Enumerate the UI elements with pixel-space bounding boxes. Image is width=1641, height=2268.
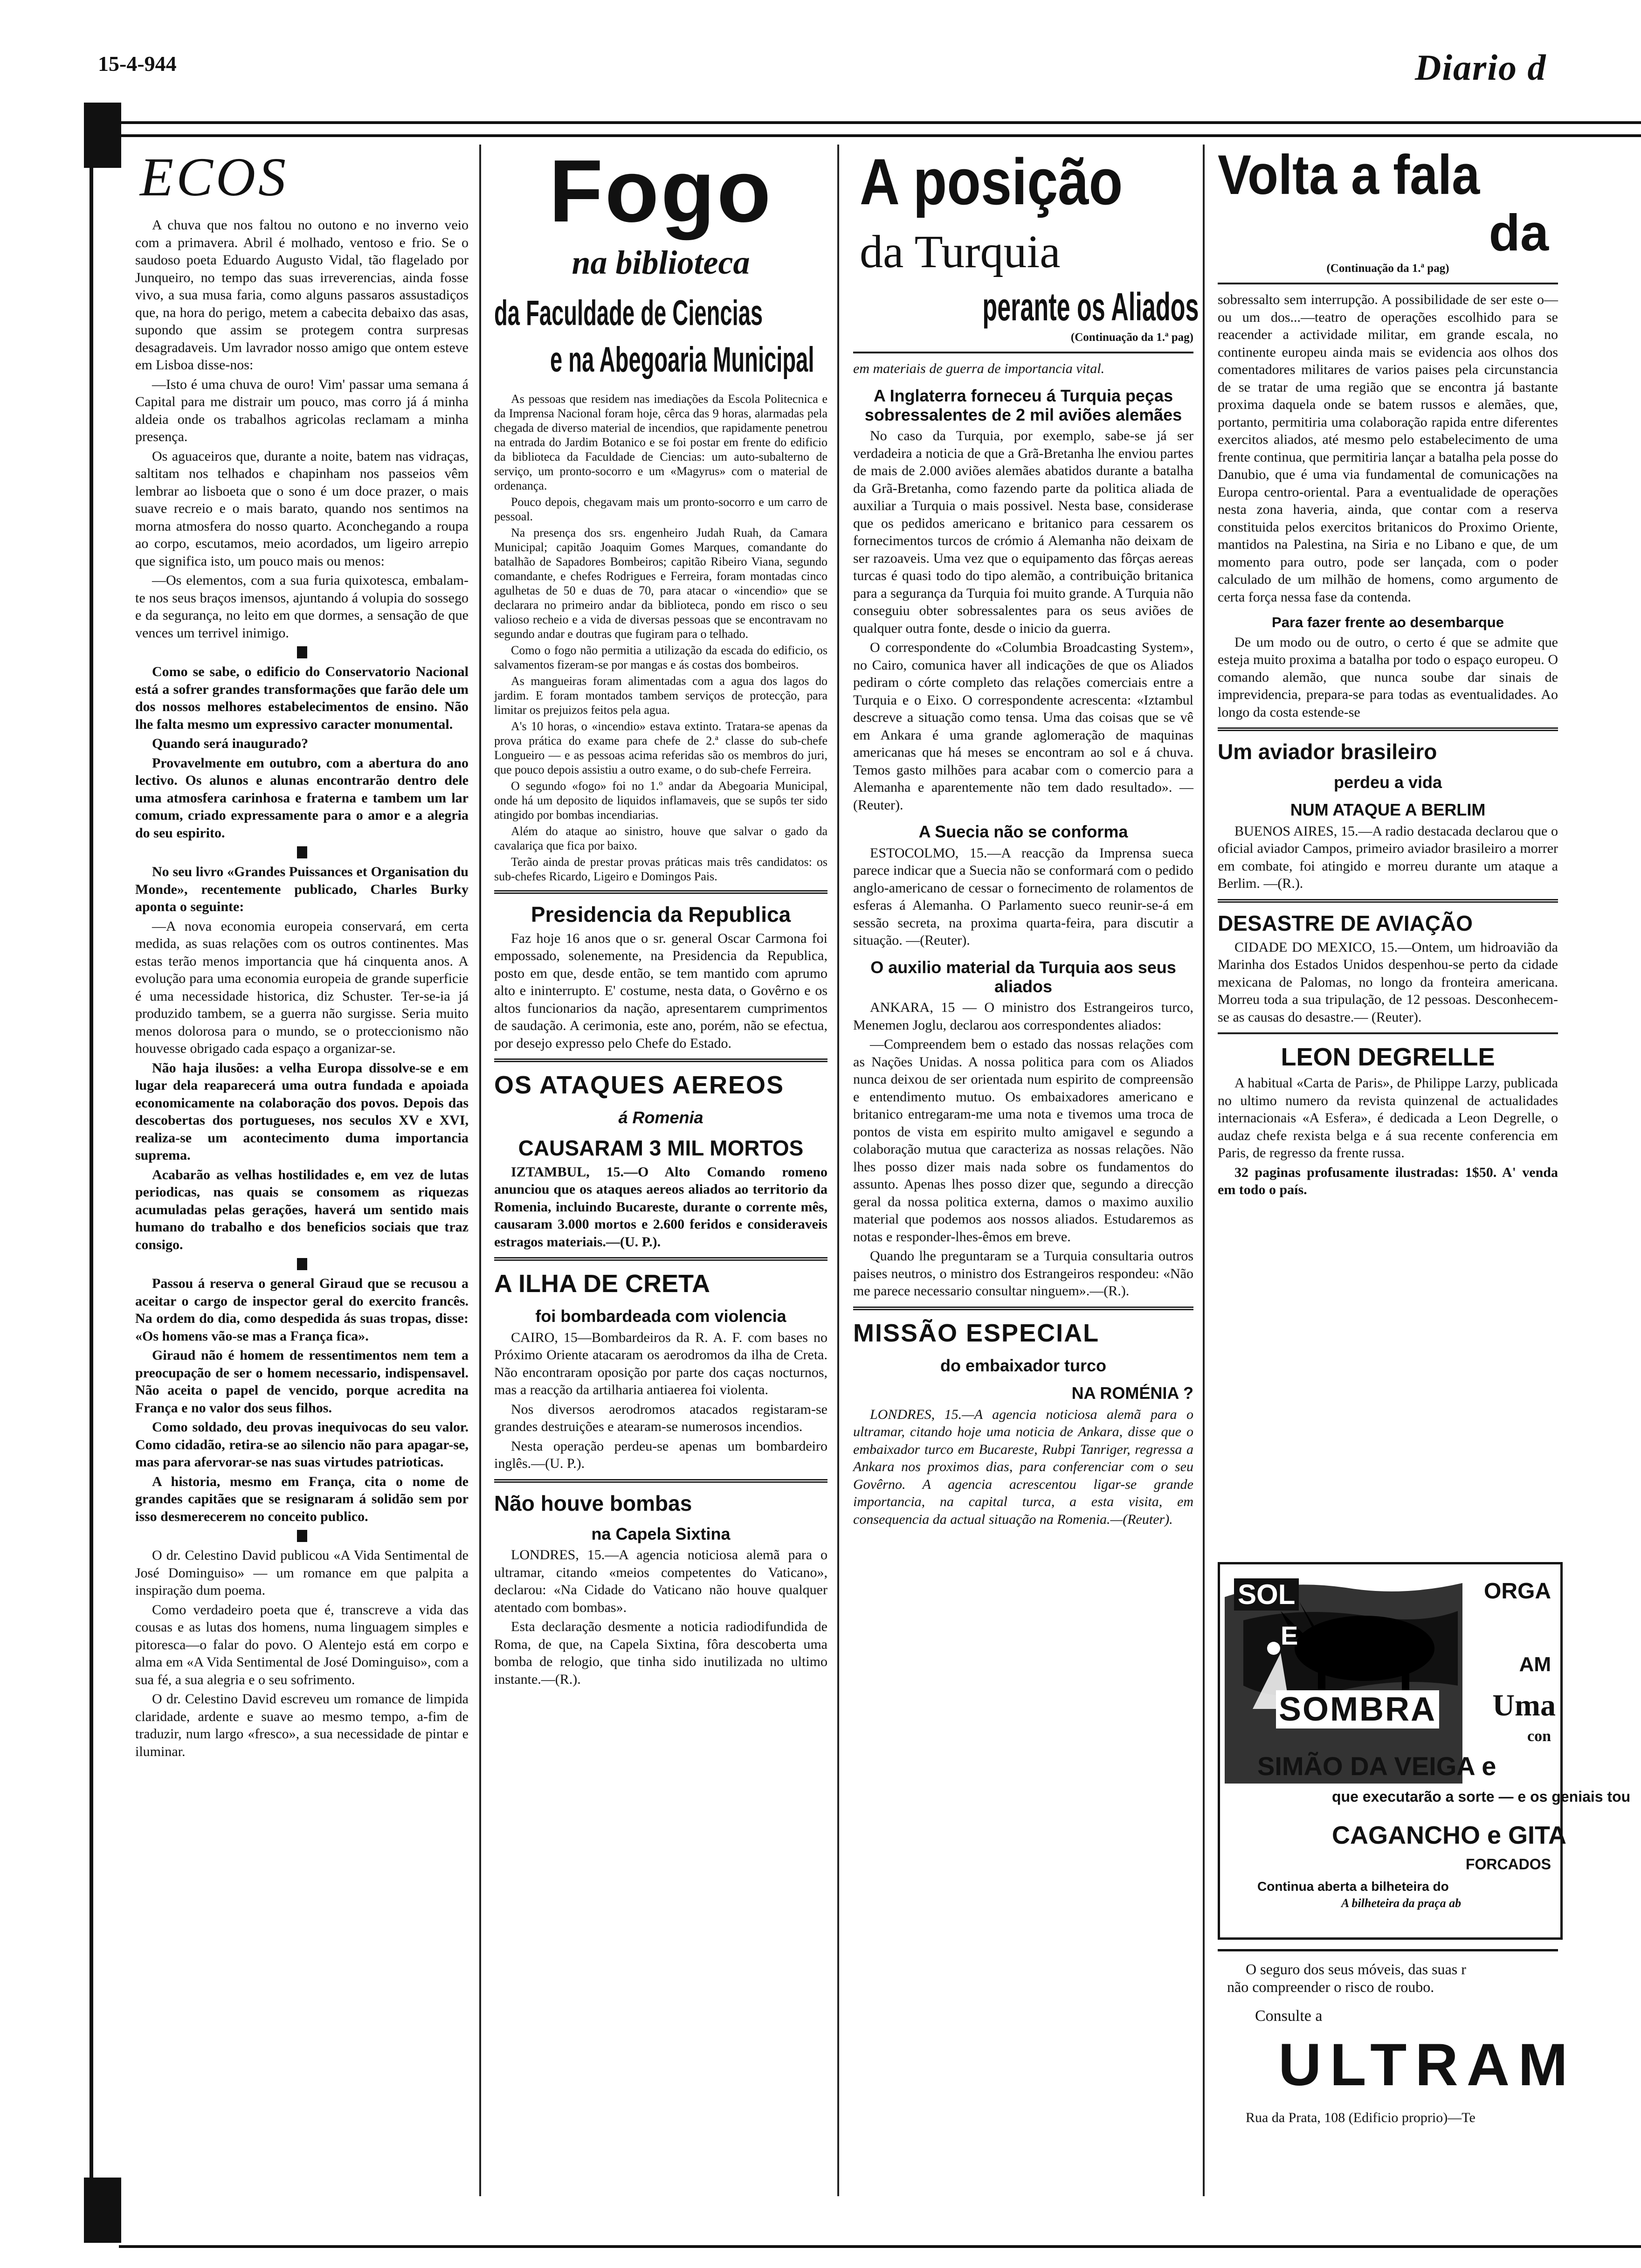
turquia-sub-2: A Suecia não se conforma — [918, 822, 1128, 842]
paragraph: O dr. Celestino David escreveu um romance de limpida claridade, ardente e suave ao mesmo tempo, a-fim de traduzir, num largo «fresco», a sua necessidade de pintar e iluminar. — [135, 1691, 469, 1759]
ad-sombra: SOMBRA — [1276, 1690, 1439, 1729]
fogo-subheadline: na biblioteca — [572, 244, 750, 281]
aviador-sub-1: perdeu a vida — [1333, 773, 1442, 792]
turquia-intro: em materiais de guerra de importancia vital. — [853, 361, 1105, 376]
paragraph: Terão ainda de prestar provas práticas mais três candidatos: os sub-chefes Ricardo, Ligeiro e Domingos Pais. — [494, 855, 827, 883]
ad-am: AM — [1519, 1653, 1551, 1676]
paragraph: Como o fogo não permitia a utilização da escada do edificio, os salvamentos fizeram-se por mangas e ás costas dos bombeiros. — [494, 643, 827, 671]
creta-sub: foi bombardeada com violencia — [535, 1307, 786, 1326]
section-separator — [297, 646, 307, 658]
ad-line-2: não compreender o risco de roubo. — [1227, 1978, 1434, 1995]
presidencia-text: Faz hoje 16 anos que o sr. general Oscar Carmona foi empossado, solenemente, na Presidencia da Republica, posto em que, desde então, se tem mantido com aprumo alto e ininterrupto. E' costume, nesta data, o Govêrno e os altos funcionarios da nação, apresentarem cumprimentos de saudação. A cerimonia, este ano, porém, não se efectua, por desejo expresso pelo Chefe do Estado. — [494, 930, 827, 1051]
divider — [494, 1479, 827, 1483]
fogo-line-2: e na Abegoaria Municipal — [550, 340, 814, 380]
paragraph: Pouco depois, chegavam mais um pronto-socorro e um carro de pessoal. — [494, 495, 827, 523]
ad-una: Uma — [1492, 1688, 1556, 1722]
paragraph: Quando lhe preguntaram se a Turquia consultaria outros paises neutros, o ministro dos Estrangeiros respondeu: «Não me parece necessario consultar ninguem».—(R.). — [853, 1248, 1193, 1299]
volta-column — [1218, 145, 1558, 1201]
volta-line-2: da — [1489, 204, 1549, 262]
paragraph: O dr. Celestino David publicou «A Vida Sentimental de José Dominguiso» — um romance em que palpita a inspiração dum poema. — [135, 1548, 469, 1598]
sixtina-body — [494, 1546, 827, 1688]
ecos-column — [135, 145, 469, 1762]
ad-exec: que executarão a sorte — e os geniais tou — [1332, 1788, 1631, 1805]
paragraph: Provavelmente em outubro, com a abertura do ano lectivo. Os alunos e alunas encontrarão dentro dele uma atmosfera carinhosa e fraterna e tambem um lar comum, criado expressamente para o amor e a alegria do seu espirito. — [135, 755, 469, 841]
divider — [853, 352, 1193, 353]
ecos-body — [135, 216, 469, 1760]
paragraph: A's 10 horas, o «incendio» estava extinto. Tratara-se apenas da prova prática do exame para chefe de 2.ª classe do sub-chefe Longueiro — e as pessoas acima referidas são os membros do juri, que pouco depois assistiu a outro exame, o do sub-chefe Ferreira. — [494, 719, 827, 776]
divider — [1218, 283, 1558, 284]
ad-con: con — [1527, 1728, 1551, 1745]
turquia-body-1 — [853, 427, 1193, 814]
paragraph: Nos diversos aerodromos atacados registaram-se grandes destruições e atearam-se numerosos incendios. — [494, 1401, 827, 1435]
ataques-sub-1: á Romenia — [618, 1108, 703, 1127]
paragraph: —Compreendem bem o estado das nossas relações com as Nações Unidas. A nossa politica para com os Aliados nunca deixou de ser orientada num espirito de compreensão e entendimento mutuo. Os embaixadores americano e britanico entregaram-me uma nota e tivemos uma troca de pontos de vista em espirito multo amigavel e segundo a colaboração mutua que caracteriza as nossas relações. Não lhes posso dizer mais nada sobre os fundamentos do assunto. Apenas lhes posso dizer que, segundo a direcção geral da nossa politica externa, damos o maximo auxilio material que podemos aos nossos aliados. Estudaremos as notas e responder-lhes-êmos em breve. — [853, 1037, 1193, 1245]
paragraph: —Os elementos, com a sua furia quixotesca, embalam-te nos seus braços imensos, ajuntando á volupia do sossego e da segurança, no leito em que dormes, a sensação de que vences um terrivel inimigo. — [135, 573, 469, 641]
paragraph: Como soldado, deu provas inequivocas do seu valor. Como cidadão, retira-se ao silencio não para apagar-se, mas para afervorar-se nas suas virtudes patrioticas. — [135, 1419, 469, 1470]
ad-line-1: O seguro dos seus móveis, das suas r — [1246, 1961, 1466, 1978]
paragraph: Nesta operação perdeu-se apenas um bombardeiro inglês.—(U. P.). — [494, 1438, 827, 1472]
volta-headline: Volta a fala — [1218, 144, 1480, 206]
ataques-sub-2: CAUSARAM 3 MIL MORTOS — [518, 1135, 804, 1160]
turquia-body-3 — [853, 999, 1193, 1300]
turquia-headline: A posição — [860, 145, 1123, 218]
column-rule — [479, 145, 481, 2196]
paragraph: CAIRO, 15—Bombardeiros da R. A. F. com bases no Próximo Oriente atacaram os aerodromos da ilha de Creta. Não encontraram oposição por parte dos caças nocturnos, mas a reacção da artilharia antiaerea foi violenta. — [494, 1329, 827, 1398]
ad-sol: SOL — [1234, 1578, 1299, 1611]
bullfight-advertisement — [1218, 1562, 1631, 1940]
turquia-line-3: perante os Aliados — [982, 285, 1199, 329]
paragraph: Não haja ilusões: a velha Europa dissolve-se e em lugar dela reaparecerá uma outra fundada e apoiada economicamente na colaboração dos povos. Depois das descobertas dos portugueses, nos seculos XV e XVI, realiza-se um acontecimento duma importancia suprema. — [135, 1060, 469, 1163]
degrelle-headline: LEON DEGRELLE — [1281, 1043, 1495, 1072]
paragraph: A historia, mesmo em França, cita o nome de grandes capitães que se resignaram á solidão sem por isso desmerecerem no conceito publico. — [135, 1473, 469, 1524]
fogo-body — [494, 392, 827, 884]
fogo-line-1: da Faculdade de Ciencias — [494, 293, 763, 333]
divider — [1218, 727, 1558, 731]
degrelle-price: 32 paginas profusamente ilustradas: 1$50. A' venda em todo o país. — [1218, 1164, 1558, 1198]
paragraph: ANKARA, 15 — O ministro dos Estrangeiros turco, Menemen Joglu, declarou aos correspondentes aliados: — [853, 1000, 1193, 1033]
volta-body-1: sobressalto sem interrupção. A possibilidade de ser este o—ou um dos...—teatro de operações escolhido para se reacender a actividade militar, em grande escala, no continente europeu ainda mais se evidencia aos olhos dos comentadores militares de varios paises pela circunstancia de se tratar de uma região que se encontra já bastante proxima daquela onde se batem russos e alemães, que, portanto, permitiria uma colaboração rapida entre diferentes exercitos aliados, até mesmo pelo estabelecimento de uma frente continua, que permitiria lançar a batalha pela posse do Danubio, que é uma via fundamental de comunicações na Europa centro-oriental. Para a eventualidade de operações nesta zona haveria, ainda, que contar com a reserva constituida pelos exercitos britanicos do Proximo Oriente, mantidos na Palestina, na Siria e no Libano e que, de um momento para outro, pode ser lançada, com o poder calculado de um milhão de homens, como argumento de certa força nessa fase da contenda. — [1218, 292, 1558, 605]
paragraph: LONDRES, 15.—A agencia noticiosa alemã para o ultramar, citando «meios competentes do Vaticano», declarou: «Na Cidade do Vaticano não houve qualquer atentado com bombas». — [494, 1547, 827, 1615]
paragraph: As mangueiras foram alimentadas com a agua dos lagos do jardim. E foram montados tambem serviços de protecção, para limitar os prejuizos feitos pela agua. — [494, 674, 827, 717]
ad-simao: SIMÃO DA VEIGA e — [1257, 1751, 1496, 1781]
ataques-text: IZTAMBUL, 15.—O Alto Comando romeno anunciou que os ataques aereos aliados ao territorio da Romenia, incluindo Bucareste, durante o corrente mês, causaram 3.000 mortos e 2.600 feridos e consideraveis estragos materiais.—(U. P.). — [494, 1164, 827, 1250]
turquia-column — [853, 145, 1199, 1530]
ad-forcados: FORCADOS — [1465, 1856, 1551, 1873]
section-separator — [297, 1530, 307, 1542]
paragraph: A chuva que nos faltou no outono e no inverno veio com a primavera. Abril é molhado, ventoso e frio. Se o saudoso poeta Eduardo Augusto Vidal, tão flagelado por Junqueiro, no tempo das suas irreverencias, ainda fosse vivo, a sua musa faria, como alguns passaros assustadiços que, na hora do perigo, metem a cabecita debaixo das asas, supondo que assim se protegem contra surpresas desagradaveis. Um lavrador nosso amigo que ontem esteve em Lisboa disse-nos: — [135, 217, 469, 373]
bottom-rule — [119, 2245, 1641, 2248]
creta-headline: A ILHA DE CRETA — [494, 1270, 710, 1298]
presidencia-headline: Presidencia da Republica — [531, 902, 791, 927]
divider — [494, 890, 827, 894]
ad-cagancho: CAGANCHO e GITA — [1332, 1821, 1567, 1849]
paragraph: Como se sabe, o edificio do Conservatorio Nacional está a sofrer grandes transformações que farão dele um dos nossos melhores estabelecimentos de ensino. Não lhe falta mesmo um expressivo caracter monumental. — [135, 664, 469, 732]
degrelle-text: A habitual «Carta de Paris», de Philippe Larzy, publicada no ultimo numero da revista quinzenal de actualidades internacionais «A Esfera», é dedicada a Leon Degrelle, o audaz chefe rexista belga e á sua recente conferencia em Paris, de regresso da frente russa. — [1218, 1075, 1558, 1161]
paragraph: —Isto é uma chuva de ouro! Vim' passar uma semana á Capital para me distrair um pouco, mas corro já á minha aldeia onde os trabalhos agricolas reclamam a minha presença. — [135, 376, 469, 444]
aviador-headline: Um aviador brasileiro — [1218, 740, 1437, 764]
divider — [494, 1058, 827, 1062]
turquia-body-2: ESTOCOLMO, 15.—A reacção da Imprensa sueca parece indicar que a Suecia não se conformará com o pedido anglo-americano de cessar o fornecimento de rolamentos de esferas á Alemanha. O Parlamento sueco reunir-se-á em sessão secreta, na proxima quarta-feira, para discutir a situação. —(Reuter). — [853, 845, 1193, 948]
ad-e: E — [1281, 1621, 1298, 1650]
missao-text: LONDRES, 15.—A agencia noticiosa alemã para o ultramar, citando hoje uma noticia de Ankara, disse que o embaixador turco em Bucareste, Rubpi Tanriger, regressa a Ankara nos proximos dias, para conferenciar com o seu Govêrno. A agencia acrescentou ligar-se grande importancia, na capital turca, a esta visita, em consequencia da actual situação na Romenia.—(Reuter). — [853, 1406, 1193, 1527]
paragraph: As pessoas que residem nas imediações da Escola Politecnica e da Imprensa Nacional foram hoje, cêrca das 9 horas, alarmadas pela chegada de diverso material de incendios, que rapidamente penetrou na entrada do Jardim Botanico e se foi postar em frente do edificio da biblioteca da Faculdade de Ciencias: um auto-subalterno de serviço, um pronto-socorro e um «Magyrus» com o material de ordenança. — [494, 392, 827, 492]
paragraph: No seu livro «Grandes Puissances et Organisation du Monde», recentemente publicado, Charles Burky aponta o seguinte: — [135, 864, 469, 914]
paragraph: No caso da Turquia, por exemplo, sabe-se já ser verdadeira a noticia de que a Grã-Bretanha lhe enviou partes de mais de 2.000 aviões alemães abatidos durante a batalha da Grã-Bretanha, como fazendo parte da politica aliada de auxiliar a Turquia o mais possivel. Nesta base, considerase que os pedidos americano e britanico para cessarem os fornecimentos turcos de crómio á Alemanha não deixam de ser razoaveis. Uma vez que o equipamento das fôrças aereas turcas é quasi todo do tipo alemão, a contribuição britanica para a segurança da Turquia foi muito grande. A Turquia não conseguiu obter sobressalentes para os seus aviões de qualquer outra fonte, desde o inicio da guerra. — [853, 428, 1193, 636]
paragraph: Acabarão as velhas hostilidades e, em vez de lutas periodicas, nas quais se consomem as riquezas acumuladas pelas gerações, haverá um sentido mais humano do trabalho e dos beneficios sociais que traz consigo. — [135, 1167, 469, 1252]
page-date: 15-4-944 — [98, 52, 177, 76]
divider — [1218, 899, 1558, 903]
paragraph: Giraud não é homem de ressentimentos nem tem a preocupação de ser o homem necessario, indispensavel. Não aceita o papel de vencido, porque acredita na França e no valor dos seus filhos. — [135, 1348, 469, 1416]
ad-bilheteira: A bilheteira da praça ab — [1341, 1896, 1462, 1910]
ad-brand: ULTRAM — [1278, 2032, 1576, 2098]
desastre-headline: DESASTRE DE AVIAÇÃO — [1218, 911, 1473, 935]
volta-body-2: De um modo ou de outro, o certo é que se admite que esteja muito proxima a batalha por todo o espaço europeu. O comando alemão, que nunca soube dar sinais de imprevidencia, prepara-se para todas as eventualidades. Ao longo da costa estende-se — [1218, 634, 1558, 720]
paragraph: —A nova economia europeia conservará, em certa medida, as suas relações com os outros continentes. Mas estas terão menos importancia que há cinquenta anos. A evolução para uma economia europeia de grande superficie é uma necessidade historica, diz Schuster. Ter-se-ia já produzido tambem, se a guerra não surgisse. Seria muito menos dolorosa para o mundo, se o proteccionismo não houvesse obrigado cada espaço a organizar-se. — [135, 918, 469, 1056]
ad-continua: Continua aberta a bilheteira do — [1257, 1879, 1449, 1894]
sixtina-headline: Não houve bombas — [494, 1491, 692, 1515]
paragraph: Os aguaceiros que, durante a noite, batem nas vidraças, saltitam nos telhados e chapinham nos passeios vêm lembrar ao lisboeta que o sono é um doce prazer, o mais suave recreio e o mais barato, quando nos sentimos na morna atmosfera do nosso quarto. Aconchegando a roupa ao corpo, escutamos, meio acordados, um ligeiro arrepio que significa isto, um pouco mais ou menos: — [135, 448, 469, 569]
continuation-note: (Continuação da 1.ª pag) — [1326, 262, 1449, 275]
missao-sub-2: NA ROMÉNIA ? — [1071, 1383, 1193, 1403]
section-separator — [297, 1258, 307, 1270]
left-margin-bar — [84, 103, 121, 2243]
section-separator — [297, 846, 307, 858]
paragraph: Quando será inaugurado? — [152, 736, 309, 751]
ad-consulte: Consulte a — [1255, 2007, 1323, 2025]
column-rule — [1203, 145, 1205, 2196]
paragraph: Passou á reserva o general Giraud que se recusou a aceitar o cargo de inspector geral do exercito francês. Na ordem do dia, como despedida ás suas tropas, disse: «Os homens vão-se mas a França fica». — [135, 1276, 469, 1344]
ad-org: ORGA — [1484, 1579, 1551, 1604]
continuation-note: (Continuação da 1.ª pag) — [1070, 331, 1193, 344]
fogo-column — [494, 142, 827, 1690]
divider — [853, 1307, 1193, 1310]
column-rule — [837, 145, 839, 2196]
missao-sub-1: do embaixador turco — [940, 1356, 1107, 1376]
ecos-title: ECOS — [140, 146, 289, 207]
aviador-sub-2: NUM ATAQUE A BERLIM — [1290, 800, 1486, 820]
paragraph: Como verdadeiro poeta que é, transcreve a vida das cousas e as lutas dos homens, numa linguagem simples e pitoresca—o falar do povo. O Alentejo está em corpo e alma em «A Vida Sentimental de José Dominguiso», com a sua fé, a sua alegria e o seu sofrimento. — [135, 1602, 469, 1687]
turquia-sub-3: O auxilio material da Turquia aos seus aliados — [870, 957, 1176, 996]
turquia-sub-1: A Inglaterra forneceu á Turquia peças sobressalentes de 2 mil aviões alemães — [864, 386, 1182, 424]
aviador-text: BUENOS AIRES, 15.—A radio destacada declarou que o oficial aviador Campos, primeiro aviador brasileiro a morrer em combate, foi atingido e morreu durante um ataque a Berlim. —(R.). — [1218, 823, 1558, 892]
ataques-headline: OS ATAQUES AEREOS — [494, 1071, 785, 1099]
fogo-headline: Fogo — [549, 142, 773, 241]
ad-address: Rua da Prata, 108 (Edificio proprio)—Te — [1246, 2110, 1476, 2125]
paragraph: O correspondente do «Columbia Broadcasting System», no Cairo, comunica haver all indicações de que os Aliados pediram o córte completo das relações comerciais entre a Turquia e o Eixo. O correspondente acrescenta: «Iztambul descreve a situação como tensa. Uma das coisas que se vê em Ankara é uma grande aglomeração de maquinas americanas que há meses se encontram ao sol e á chuva. Temos gasto milhões para acabar com o comercio para a Alemanha e aparentemente não tem dado resultado». —(Reuter). — [853, 640, 1193, 813]
creta-body — [494, 1329, 827, 1473]
paragraph: Além do ataque ao sinistro, houve que salvar o gado da cavalariça que fica por baixo. — [494, 824, 827, 852]
volta-sub: Para fazer frente ao desembarque — [1272, 614, 1504, 630]
missao-headline: MISSÃO ESPECIAL — [853, 1319, 1100, 1347]
paragraph: O segundo «fogo» foi no 1.º andar da Abegoaria Municipal, onde há um deposito de liquidos inflamaveis, que se supôs ter sido atingido por bombas incendiarias. — [494, 779, 827, 822]
top-rule — [119, 121, 1641, 137]
desastre-text: CIDADE DO MEXICO, 15.—Ontem, um hidroavião da Marinha dos Estados Unidos despenhou-se perto da cidade mexicana de Palomas, no longo da fronteira americana. Morreu toda a sua tripulação, de 12 pessoas. Desconhecem-se as causas do desastre.— (Reuter). — [1218, 939, 1558, 1025]
paragraph: Esta declaração desmente a noticia radiodifundida de Roma, de que, na Capela Sixtina, fôra descoberta uma bomba de relogio, que tinha sido inutilizada no ultimo instante.—(R.). — [494, 1619, 827, 1687]
divider — [494, 1257, 827, 1261]
paragraph: Na presença dos srs. engenheiro Judah Ruah, da Camara Municipal; capitão Joaquim Gomes Marques, comandante do batalhão de Sapadores Bombeiros; capitão Ribeiro Viana, segundo comandante, e chefes Rodrigues e Ferreira, foram montadas cinco agulhetas de 50 e duas de 70, para atacar o «incendio» que se declarara no primeiro andar da biblioteca, pondo em risco o seu valioso recheio e a vida de diversas pessoas que se encontravam no segundo andar e doutras que fugiram para o telhado. — [494, 526, 827, 641]
ultramar-advertisement — [1218, 1949, 1576, 2129]
sixtina-sub: na Capela Sixtina — [591, 1524, 731, 1543]
turquia-line-2: da Turquia — [860, 226, 1061, 277]
divider — [1218, 1032, 1558, 1034]
masthead: Diario d — [1415, 47, 1547, 88]
